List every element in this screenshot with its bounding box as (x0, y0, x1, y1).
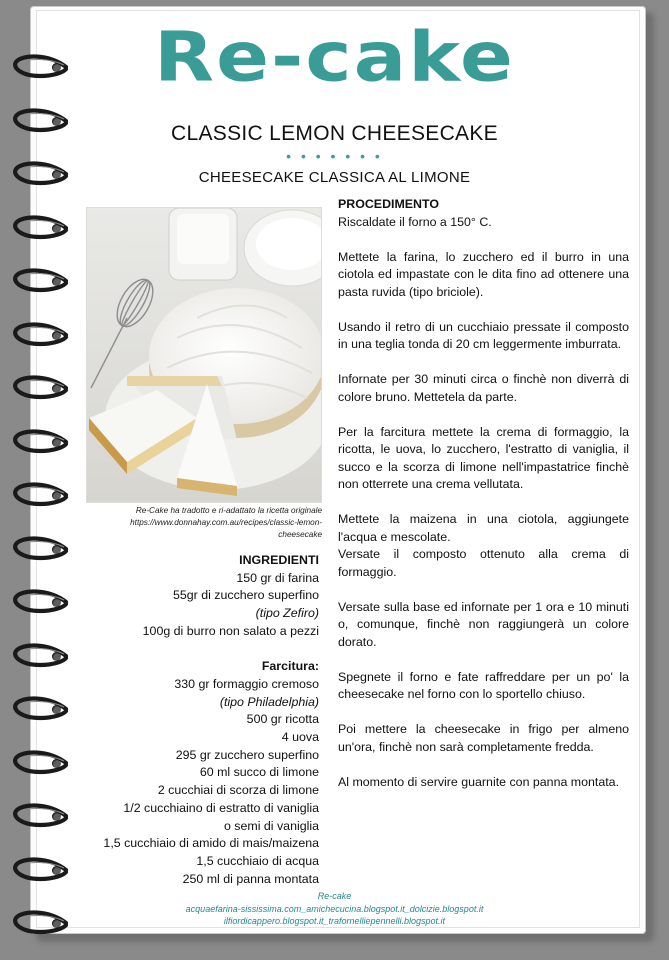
ingredient: 55gr di zucchero superfino (172, 588, 319, 603)
procedure-step: Usando il retro di un cucchiaio pressate il composto in una teglia tonda di 20 cm leggermente imburrata. (338, 319, 629, 351)
ingredient-note: (tipo Zefiro) (255, 606, 319, 621)
ingredients-heading: INGREDIENTI (239, 553, 319, 567)
spiral-ring (10, 213, 72, 245)
caption-url: https://www.donnahay.com.au/recipes/classic-lemon- (130, 518, 322, 527)
caption-url: cheesecake (278, 530, 322, 539)
spiral-ring (10, 480, 72, 512)
procedure-step: Spegnete il forno e fate raffreddare per un po' la cheesecake nel forno con lo sportello chiuso. (338, 669, 629, 701)
spiral-ring (10, 427, 72, 459)
footer-links: acquaefarina-sississima.com_amichecucina.blogspot.it_dolcizie.blogspot.it (185, 903, 484, 914)
procedure-step: Versate il composto ottenuto alla crema di formaggio. (338, 547, 629, 579)
procedure-step: Versate sulla base ed infornate per 1 ora e 10 minuti o, comunque, finchè non raggiungerà un colore dorato. (338, 599, 629, 649)
procedure-step: Al momento di servire guarnite con panna montata. (338, 774, 620, 789)
ingredient: 330 gr formaggio cremoso (174, 676, 319, 691)
ingredient: 1,5 cucchiaio di amido di mais/maizena (103, 836, 319, 851)
caption-line: Re-Cake ha tradotto e ri-adattato la ricetta originale (135, 506, 322, 515)
cheesecake-photo (86, 207, 322, 503)
spiral-ring (10, 320, 72, 352)
ingredient: o semi di vaniglia (223, 818, 319, 833)
ingredient: 100g di burro non salato a pezzi (142, 623, 319, 638)
ingredient: 500 gr ricotta (246, 712, 319, 727)
procedure-step: Poi mettere la cheesecake in frigo per almeno un'ora, finchè non sarà completamente fredda. (338, 722, 629, 754)
footer-credits (0, 890, 669, 928)
procedure-step: Per la farcitura mettete la crema di formaggio, la ricotta, le uova, lo zucchero, l'estratto di vaniglia, il succo e la scorza di limone nell'impastatrice finchè non otterrete una crema vellutata. (338, 424, 629, 491)
logo-title: Re-cake (154, 18, 515, 98)
footer-links: ilfiordicappero.blogspot.it_trafornelliepennelli.blogspot.it (223, 916, 446, 926)
footer-brand: Re-cake (317, 891, 352, 901)
procedure-heading: PROCEDIMENTO (338, 197, 439, 211)
ingredient-note: (tipo Philadelphia) (219, 694, 319, 709)
ingredient: 250 ml di panna montata (182, 871, 319, 886)
ingredient: 150 gr di farina (236, 570, 319, 585)
procedure-step: Riscaldate il forno a 150° C. (338, 214, 492, 229)
ingredient: 1,5 cucchiaio di acqua (196, 853, 319, 868)
ingredient: 295 gr zucchero superfino (175, 747, 319, 762)
procedure-step: Mettete la maizena in una ciotola, aggiungete l'acqua e mescolate. (338, 512, 629, 544)
cheesecake-illustration (87, 208, 321, 502)
spiral-ring (10, 266, 72, 298)
ingredient: 2 cucchiai di scorza di limone (157, 783, 319, 798)
ingredient: 4 uova (281, 730, 319, 745)
ingredients-list (60, 552, 319, 888)
recipe-title-english: CLASSIC LEMON CHEESECAKE (171, 122, 498, 145)
title-separator: • • • • • • • (286, 148, 383, 164)
ingredient: 60 ml succo di limone (199, 765, 319, 780)
procedure-step: Infornate per 30 minuti circa o finchè non diverrà di colore bruno. Mettetela da parte. (338, 372, 629, 404)
procedure-section (338, 196, 629, 809)
filling-heading: Farcitura: (261, 659, 319, 674)
procedure-step: Mettete la farina, lo zucchero ed il burro in una ciotola ed impastate con le dita fino ad ottenere una pasta ruvida (tipo briciole). (338, 249, 629, 299)
recipe-title-italian: CHEESECAKE CLASSICA AL LIMONE (198, 169, 471, 186)
ingredient: 1/2 cucchiaino di estratto di vaniglia (123, 800, 319, 815)
photo-caption (82, 505, 322, 541)
spiral-ring (10, 373, 72, 405)
